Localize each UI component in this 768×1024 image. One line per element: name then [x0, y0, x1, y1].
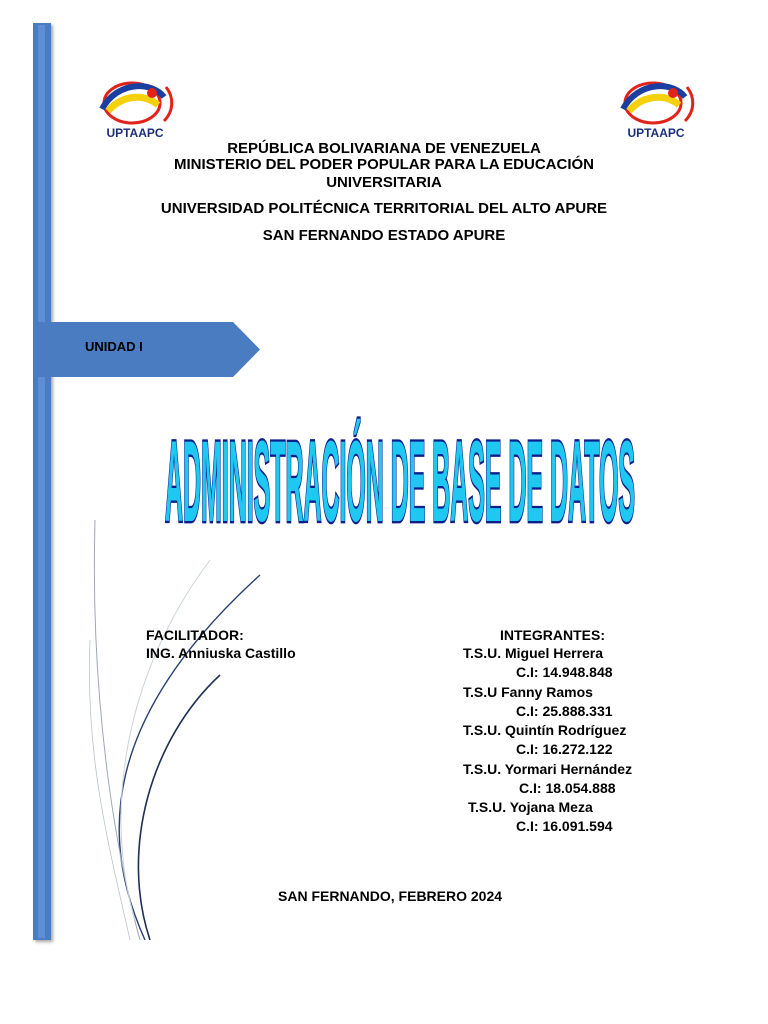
member-ci: C.I: 16.091.594 — [516, 818, 613, 834]
wordart-text: ADMINISTRACIÓN DE BASE DE DATOS — [164, 418, 635, 546]
unit-label: UNIDAD I — [85, 339, 143, 354]
decorative-curves — [60, 520, 300, 940]
university-logo-left — [92, 71, 178, 145]
header-ministry-cont: UNIVERSITARIA — [326, 174, 442, 191]
member-name: T.S.U. Miguel Herrera — [463, 645, 604, 661]
facilitator-heading: FACILITADOR: — [146, 627, 244, 643]
member-name: T.S.U. Yormari Hernández — [463, 761, 633, 777]
unit-banner — [38, 322, 260, 377]
member-name: T.S.U. Quintín Rodríguez — [463, 722, 627, 738]
place-date: SAN FERNANDO, FEBRERO 2024 — [278, 888, 503, 904]
members-heading: INTEGRANTES: — [500, 627, 605, 643]
header-republic: REPÚBLICA BOLIVARIANA DE VENEZUELA — [227, 140, 541, 157]
header-ministry: MINISTERIO DEL PODER POPULAR PARA LA EDUCACIÓN — [173, 156, 595, 173]
member-ci: C.I: 14.948.848 — [516, 664, 613, 680]
member-name: T.S.U Fanny Ramos — [463, 684, 593, 700]
wordart-title — [150, 395, 650, 580]
facilitator-name: ING. Anniuska Castillo — [146, 645, 296, 661]
member-ci: C.I: 16.272.122 — [516, 741, 613, 757]
member-ci: C.I: 25.888.331 — [516, 703, 613, 719]
header-city: SAN FERNANDO ESTADO APURE — [262, 227, 506, 244]
member-ci: C.I: 18.054.888 — [519, 780, 616, 796]
university-logo-right — [613, 71, 699, 145]
header-university: UNIVERSIDAD POLITÉCNICA TERRITORIAL DEL ALTO APURE — [160, 200, 608, 217]
logo-right-text: UPTAAPC — [627, 126, 685, 140]
member-name: T.S.U. Yojana Meza — [468, 799, 593, 815]
logo-left-text: UPTAAPC — [106, 126, 164, 140]
